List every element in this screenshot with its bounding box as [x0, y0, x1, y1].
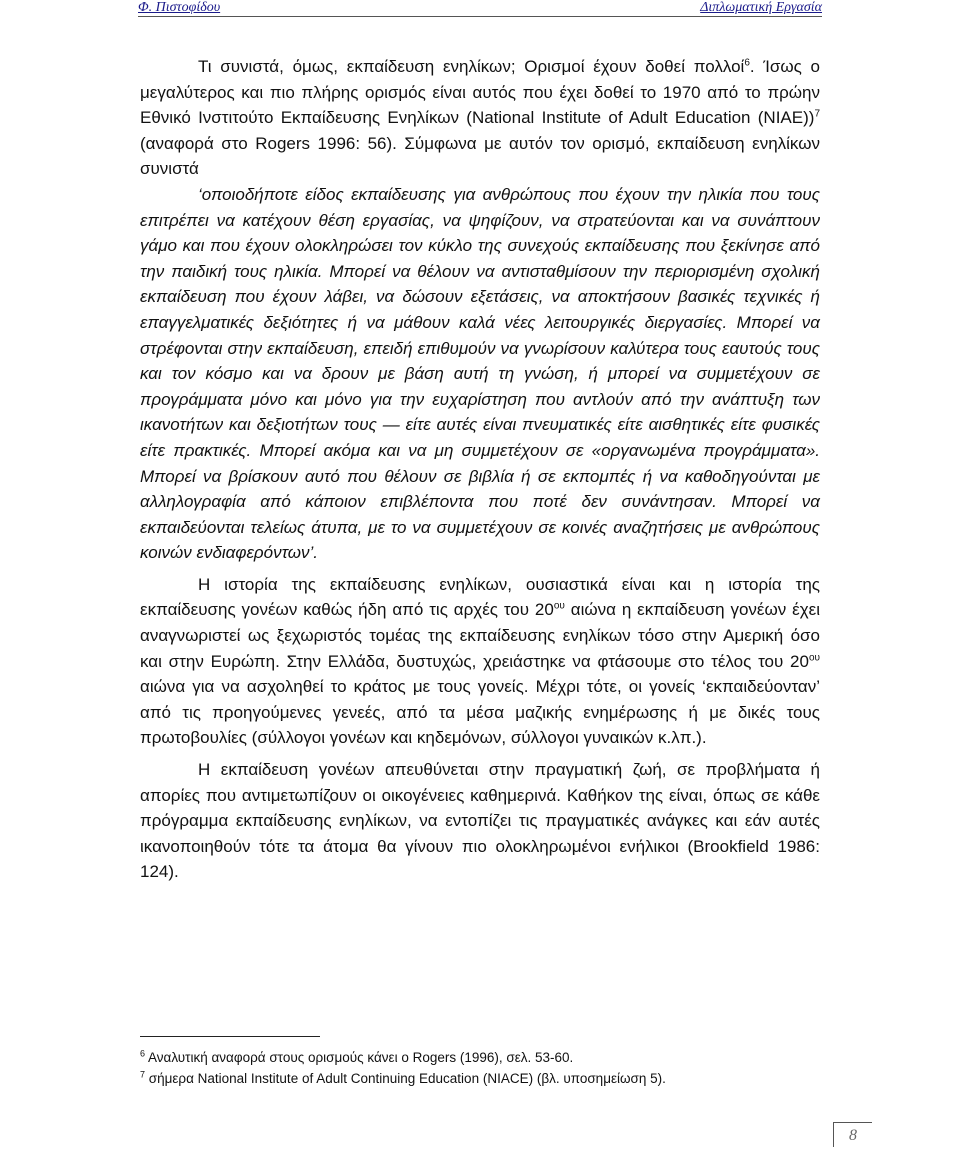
document-body — [140, 54, 820, 885]
paragraph-history — [140, 572, 820, 751]
header-title: Διπλωματική Εργασία — [700, 0, 822, 15]
footnote-text: σήμερα National Institute of Adult Continuing Education (NIACE) (βλ. υποσημείωση 5). — [145, 1071, 666, 1086]
paragraph-text: Η ιστορία της εκπαίδευσης ενηλίκων, ουσιαστικά είναι και η ιστορία της εκπαίδευσης γονέων καθώς ήδη από τις αρχές του 20 — [140, 574, 820, 620]
paragraph-text: αιώνα η εκπαίδευση γονέων έχει αναγνωριστεί ως ξεχωριστός τομέας της εκπαίδευσης ενηλίκων τόσο στην Αμερική όσο και στην Ευρώπη. Στην Ελλάδα, δυστυχώς, χρειάστηκε να φτάσουμε στο τέλος του 20 — [140, 600, 820, 671]
header-rule — [138, 16, 822, 17]
footnote-6 — [140, 1047, 820, 1068]
paragraph-definition — [140, 54, 820, 182]
footnote-number: 7 — [140, 1069, 146, 1080]
paragraph-text: (αναφορά στο Rogers 1996: 56). Σύμφωνα με αυτόν τον ορισμό, εκπαίδευση ενηλίκων συνιστά — [140, 133, 820, 179]
paragraph-text: αιώνα για να ασχοληθεί το κράτος με τους γονείς. Μέχρι τότε, οι γονείς ‘εκπαιδεύονταν’ από τις προηγούμενες γενεές, από τα μέσα μαζικής ενημέρωσης ή με δικές τους πρωτοβουλίες (σύλλογοι γονέων και κηδεμόνων, σύλλογοι γυναικών κ.λπ.). — [140, 677, 820, 748]
superscript-ordinal: ου — [808, 652, 820, 663]
paragraph-text: Τι συνιστά, όμως, εκπαίδευση ενηλίκων; Ορισμοί έχουν δοθεί πολλοί — [198, 57, 745, 76]
footnote-rule — [140, 1036, 320, 1037]
superscript-ordinal: ου — [553, 600, 565, 612]
paragraph-parent-education: Η εκπαίδευση γονέων απευθύνεται στην πραγματική ζωή, σε προβλήματα ή απορίες που αντιμετωπίζουν οι οικογένειες καθημερινά. Καθήκον της είναι, όπως σε κάθε πρόγραμμα εκπαίδευσης ενηλίκων, να εντοπίζει τις πραγματικές ανάγκες και εάν αυτές ικανοποιηθούν τότε τα άτομα θα γίνουν πιο ολοκληρωμένοι ενήλικοι (Brookfield 1986: 124). — [140, 760, 820, 882]
footnote-ref-7: 7 — [814, 108, 820, 120]
header-author: Φ. Πιστοφίδου — [138, 0, 221, 15]
footnote-7 — [140, 1068, 820, 1089]
footnote-number: 6 — [140, 1048, 146, 1059]
page-number: 8 — [833, 1122, 872, 1147]
footnotes — [140, 1036, 820, 1089]
page-header — [138, 0, 822, 20]
footnote-text: Αναλυτική αναφορά στους ορισμούς κάνει ο Rogers (1996), σελ. 53-60. — [145, 1050, 574, 1065]
paragraph-text: . Ίσως ο μεγαλύτερος και πιο πλήρης ορισμός είναι αυτός που έχει δοθεί το 1970 από το πρώην Εθνικό Ινστιτούτο Εκπαίδευσης Ενηλίκων (National Institute of Adult Education (NIAE)) — [140, 57, 821, 128]
footnote-ref-6: 6 — [744, 57, 750, 69]
definition-quote: ‘οποιοδήποτε είδος εκπαίδευσης για ανθρώπους που έχουν την ηλικία που τους επιτρέπει να κατέχουν θέση εργασίας, να ψηφίζουν, να στρατεύονται και να συνάπτουν γάμο και που έχουν ολοκληρώσει τον κύκλο της συνεχούς εκπαίδευσης που ξεκίνησε από την παιδική τους ηλικία. Μπορεί να θέλουν να αντισταθμίσουν την περιορισμένη σχολική εκπαίδευση που έχουν λάβει, να δώσουν εξετάσεις, να αποκτήσουν βασικές τεχνικές ή επαγγελματικές δεξιότητες ή να μάθουν καλά νέες λειτουργικές διεργασίες. Μπορεί να στρέφονται στην εκπαίδευση, επειδή επιθυμούν να γνωρίσουν καλύτερα τους εαυτούς τους και τον κόσμο και να δρουν με βάση αυτή τη γνώση, ή μπορεί να συμμετέχουν σε προγράμματα μόνο και μόνο για την ευχαρίστηση που αντλούν από την ανάπτυξη των ικανοτήτων και δεξιοτήτων τους — είτε αυτές είναι πνευματικές είτε αισθητικές είτε φυσικές είτε πρακτικές. Μπορεί ακόμα και να μη συμμετέχουν σε «οργανωμένα προγράμματα». Μπορεί να βρίσκουν αυτό που θέλουν σε βιβλία ή σε εκπομπές ή να καθοδηγούνται με αλληλογραφία από κάποιον επιβλέποντα που ποτέ δεν συνάντησαν. Μπορεί να εκπαιδεύονται τελείως άτυπα, με το να συμμετέχουν σε κοινές αναζητήσεις με ανθρώπους κοινών ενδιαφερόντων’. — [140, 184, 820, 563]
